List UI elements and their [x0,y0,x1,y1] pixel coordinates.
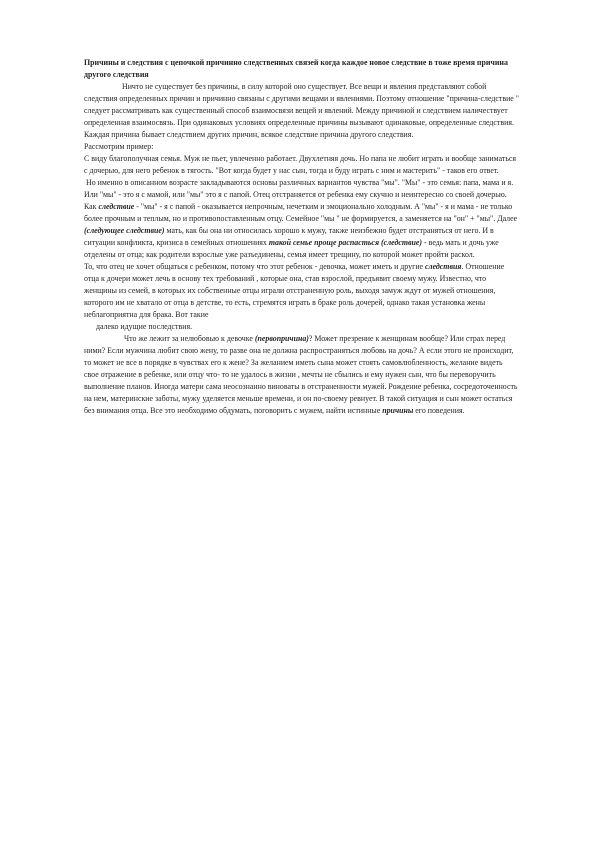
emphasis-family-breakup: такой семье проще распасться (следствие) [268,238,423,247]
text-run: - "мы" - я с папой - оказывается непрочным, нечетким и эмоционально холодным. А "мы" - я и мама - не только более прочным и теплым, но и противопоставленным отцу. Семейное "мы " не формируется, а заменяется на "он" + "мы". Далее [84,202,518,223]
paragraph-far-reaching: далеко идущие последствия. [96,322,193,331]
emphasis-root-cause: (первопричина) [254,334,309,343]
paragraph-daughter-marriage [84,261,519,321]
paragraph-example-lead: Рассмотрим пример: [84,142,154,151]
text-run: мать, как бы она ни относилась хорошо к мужу, также неизбежно будет отстраняться от него. И в ситуации конфликта, кризиса в семейных отношениях [84,226,494,247]
paragraph-root-cause [84,333,519,417]
emphasis-consequence: следствие [98,202,135,211]
document-body [84,57,519,417]
paragraph-we-feeling [84,177,519,261]
text-run: - ведь мать и дочь уже отделены от отца; как родители взрослые уже разъединены, семья имеет трещину, по которой может пройти раскол. [84,238,499,259]
text-run: То, что отец не хочет общаться с ребенком, потому что этот ребенок - девочка, может иметь и другие [84,262,426,271]
text-run: его поведения. [413,406,465,415]
text-run: Что же лежит за нелюбовью к девочке [124,334,255,343]
emphasis-consequences: следствия [425,262,462,271]
paragraph-family: С виду благополучная семья. Муж не пьет, увлеченно работает. Двухлетняя дочь. Но папа не любит играть и вообще заниматься с дочерью, для него ребенок в тягость. "Вот когда будет у нас сын, тогда и буду играть с ним и мастерить" - таков его ответ. [84,154,517,175]
text-run: . Отношение отца к дочери может лечь в основу тех требований , которые она, став взрослой, предъявит своему мужу. Известно, что женщины из семей, в которых их собственные отцы играли отстраненную роль, выходя замуж ждут от мужей отношения, которого им не хватало от отца в детстве, то есть, стремятся играть в браке роль дочерей, однако такая установка жены неблагоприятна для брака. Вот такие [84,262,505,319]
text-run: ? Может презрение к женщинам вообще? Или страх перед ними? Если мужчина любит свою жену, то разве она не должна распространяться любовь на дочь? А если этого не происходит, то может не все в порядке в чувствах его к жене? За желанием иметь сына может стоять самовлюбленность, желание видеть свое отражение в ребенке, или отцу что- то не удалось в жизни , мечты не сбылись и ему нужен сын, что бы переворучить выполнение планов. Иногда матери сама неосознанно виноваты в отстраненности мужей. Рождение ребенка, сосредоточенность на нем, материнские заботы, мужу уделяется меньше времени, и он по-своему ревнует. В такой ситуация и сын может остаться без внимания отца. Все это необходимо обдумать, поговорить с мужем, найти истинные [84,334,518,415]
emphasis-causes: причины [382,406,414,415]
document-title: Причины и следствия с цепочкой причинно следственных связей когда каждое новое следствие в тоже время причина другого следствия [84,58,508,79]
emphasis-next-consequence: (следующее следствие) [84,226,165,235]
paragraph-intro: Ничто не существует без причины, в силу которой оно существует. Все вещи и явления представляют собой следствия определенных причин и причинно связаны с другими вещами и явлениями. Поэтому отношение "причина-следствие " следует рассматривать как существенный способ взаимосвязи вещей и явлений. Между причиной и следствием наличествует определенная взаимосвязь. При одинаковых условиях определенные причины вызывают одинаковые, определенные следствия. Каждая причина бывает следствием других причин, всякое следствие причина другого следствия. [84,82,520,139]
text-run: Но именно в описанном возрасте закладываются основы различных вариантов чувства "мы". "Мы" - это семья: папа, мама и я. Или "мы" - это я с мамой, или "мы" это я с папой. Отец отстраняется от ребенка ему скучно и неинтересно со своей дочерью. Как [84,178,514,211]
